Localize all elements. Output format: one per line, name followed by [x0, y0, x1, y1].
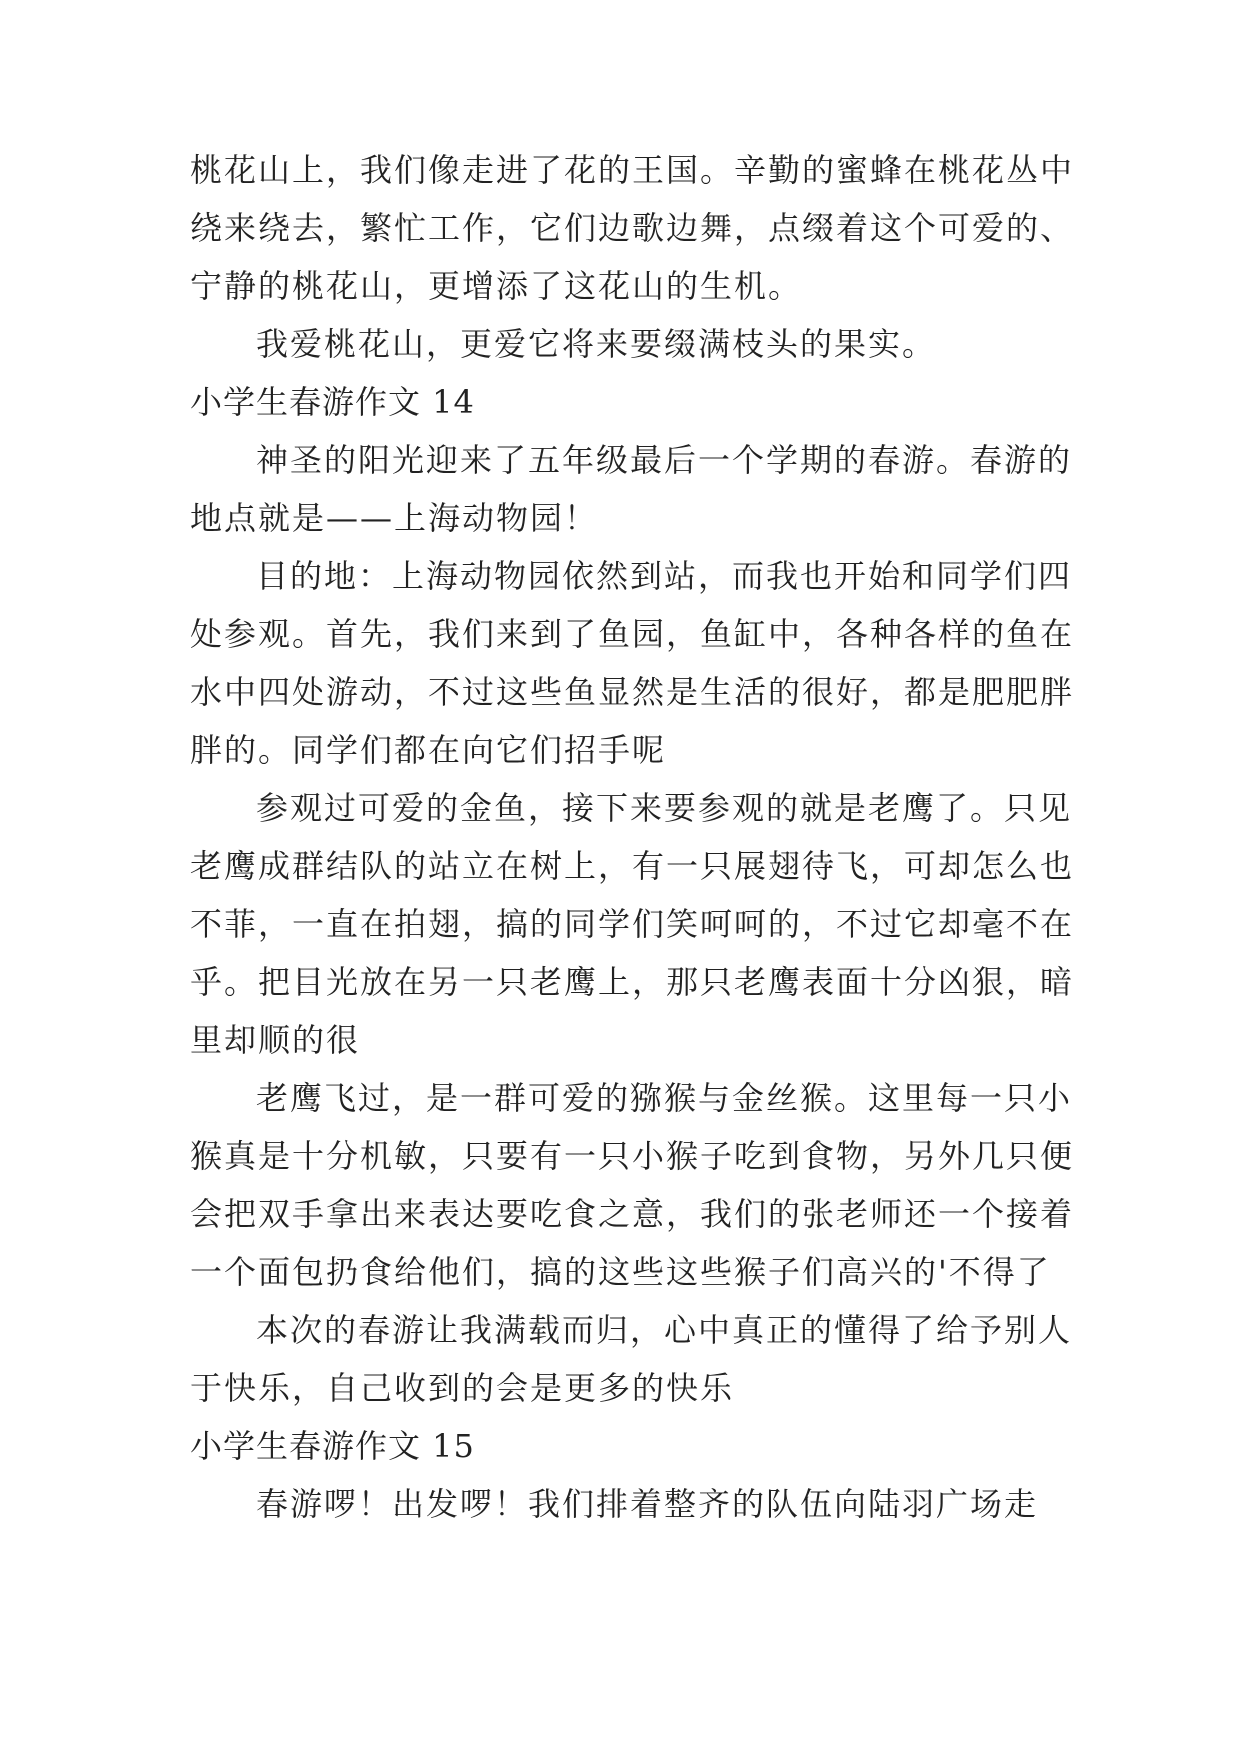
section-heading: 小学生春游作文 14 — [190, 383, 475, 421]
paragraph-line: 桃花山上，我们像走进了花的王国。辛勤的蜜蜂在桃花丛中 — [190, 151, 1075, 189]
paragraph-line: 不菲，一直在拍翅，搞的同学们笑呵呵的，不过它却毫不在 — [190, 905, 1075, 943]
paragraph-line: 本次的春游让我满载而归，心中真正的懂得了给予别人 — [256, 1311, 1073, 1349]
paragraph-line: 水中四处游动，不过这些鱼显然是生活的很好，都是肥肥胖 — [190, 673, 1075, 711]
paragraph-line: 会把双手拿出来表达要吃食之意，我们的张老师还一个接着 — [190, 1195, 1075, 1233]
paragraph-line: 春游啰！出发啰！我们排着整齐的队伍向陆羽广场走 — [256, 1485, 1039, 1523]
paragraph-line: 神圣的阳光迎来了五年级最后一个学期的春游。春游的 — [256, 441, 1073, 479]
paragraph-line: 一个面包扔食给他们，搞的这些这些猴子们高兴的'不得了 — [190, 1253, 1051, 1291]
paragraph-line: 老鹰飞过，是一群可爱的猕猴与金丝猴。这里每一只小 — [256, 1079, 1073, 1117]
paragraph-line: 地点就是——上海动物园！ — [190, 499, 599, 537]
paragraph-line: 我爱桃花山，更爱它将来要缀满枝头的果实。 — [256, 325, 937, 363]
paragraph-line: 参观过可爱的金鱼，接下来要参观的就是老鹰了。只见 — [256, 789, 1073, 827]
paragraph-line: 里却顺的很 — [190, 1021, 361, 1059]
paragraph-line: 老鹰成群结队的站立在树上，有一只展翅待飞，可却怎么也 — [190, 847, 1075, 885]
paragraph-line: 绕来绕去，繁忙工作，它们边歌边舞，点缀着这个可爱的、 — [190, 209, 1075, 247]
paragraph-line: 目的地：上海动物园依然到站，而我也开始和同学们四 — [256, 557, 1073, 595]
paragraph-line: 乎。把目光放在另一只老鹰上，那只老鹰表面十分凶狠，暗 — [190, 963, 1075, 1001]
paragraph-line: 宁静的桃花山，更增添了这花山的生机。 — [190, 267, 803, 305]
section-heading: 小学生春游作文 15 — [190, 1427, 475, 1465]
paragraph-line: 胖的。同学们都在向它们招手呢 — [190, 731, 667, 769]
paragraph-line: 于快乐，自己收到的会是更多的快乐 — [190, 1369, 735, 1407]
paragraph-line: 猴真是十分机敏，只要有一只小猴子吃到食物，另外几只便 — [190, 1137, 1075, 1175]
paragraph-line: 处参观。首先，我们来到了鱼园，鱼缸中，各种各样的鱼在 — [190, 615, 1075, 653]
